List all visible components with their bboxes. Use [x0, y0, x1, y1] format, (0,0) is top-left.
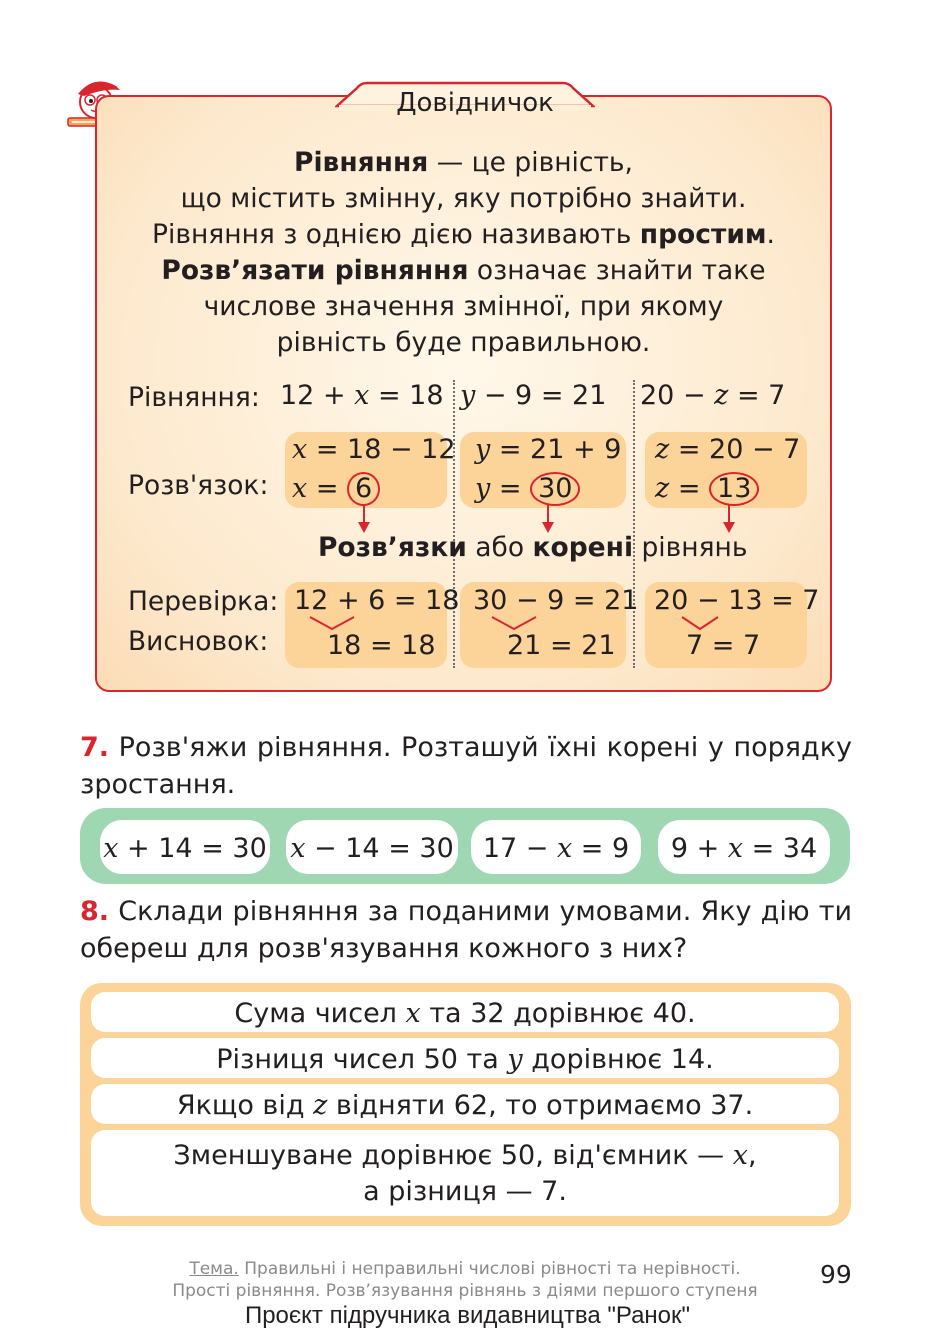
- task-7-equation: 17 − x = 9: [471, 820, 641, 874]
- definition-line-6: рівність буде правильною.: [276, 327, 651, 358]
- label-equation: Рівняння:: [128, 382, 260, 413]
- equation-1: 12 + x = 18: [280, 380, 444, 411]
- task-8-condition: Сума чисел x та 32 дорівнює 40.: [91, 992, 839, 1032]
- definition-line-1: Рівняння — це рівність,: [294, 147, 633, 178]
- conclusion-3: 7 = 7: [686, 630, 761, 661]
- solution-step-1: x = 18 − 12: [292, 434, 456, 465]
- solution-step-2: x = 6: [292, 472, 380, 506]
- solution-step-2: y = 30: [475, 472, 580, 506]
- footer-topic-line-2: Прості рівняння. Розв’язування рівнянь з діями першого ступеня: [172, 1281, 758, 1301]
- footer-topic-line-1: Тема. Правильні і неправильні числові рівності та нерівності.: [189, 1259, 741, 1279]
- task-7-equation: x − 14 = 30: [286, 820, 458, 874]
- definition-line-5: числове значення змінної, при якому: [203, 291, 724, 322]
- solution-step-2: z = 13: [655, 472, 759, 506]
- task-7-equation: 9 + x = 34: [658, 820, 830, 874]
- task-8-condition: Якщо від z відняти 62, то отримаємо 37.: [91, 1084, 839, 1124]
- publisher-note: Проєкт підручника видавництва "Ранок": [244, 1302, 691, 1329]
- definition-line-3: Рівняння з однією дією називають простим.: [152, 219, 775, 250]
- task-8-text: 8. Склади рівняння за поданими умовами. Яку дію ти обереш для розв'язування кожного з них?: [80, 896, 852, 964]
- roots-note: Розв’язки або корені рівнянь: [318, 532, 748, 563]
- label-check: Перевірка:: [128, 586, 279, 617]
- conclusion-1: 18 = 18: [327, 630, 436, 661]
- root-arrow: [363, 505, 365, 523]
- root-arrow: [728, 505, 730, 523]
- reference-title: Довідничок: [396, 88, 554, 118]
- check-1: 12 + 6 = 18: [294, 585, 460, 616]
- root-circle: 13: [709, 472, 759, 506]
- column-separator: [453, 380, 455, 668]
- page-number: 99: [820, 1260, 852, 1289]
- check-2: 30 − 9 = 21: [473, 585, 639, 616]
- task-7-text: 7. Розв'яжи рівняння. Розташуй їхні корені у порядку зростання.: [80, 732, 852, 800]
- column-separator: [633, 380, 635, 668]
- label-solution: Розв'язок:: [128, 470, 269, 501]
- task-8-condition: Різниця чисел 50 та y дорівнює 14.: [91, 1038, 839, 1078]
- root-arrow: [547, 505, 549, 523]
- definition-line-4: Розв’язати рівняння означає знайти таке: [161, 255, 766, 286]
- solution-step-1: z = 20 − 7: [655, 434, 801, 465]
- solution-step-1: y = 21 + 9: [475, 434, 622, 465]
- check-3: 20 − 13 = 7: [654, 585, 820, 616]
- root-circle: 30: [530, 472, 580, 506]
- task-8-condition: Зменшуване дорівнює 50, від'ємник — x, а різниця — 7.: [91, 1130, 839, 1216]
- equation-2: y − 9 = 21: [460, 380, 607, 411]
- label-conclusion: Висновок:: [128, 626, 269, 657]
- task-7-equation: x + 14 = 30: [100, 820, 270, 874]
- root-circle: 6: [347, 472, 380, 506]
- conclusion-2: 21 = 21: [507, 630, 616, 661]
- definition-line-2: що містить змінну, яку потрібно знайти.: [180, 183, 747, 214]
- equation-3: 20 − z = 7: [640, 380, 786, 411]
